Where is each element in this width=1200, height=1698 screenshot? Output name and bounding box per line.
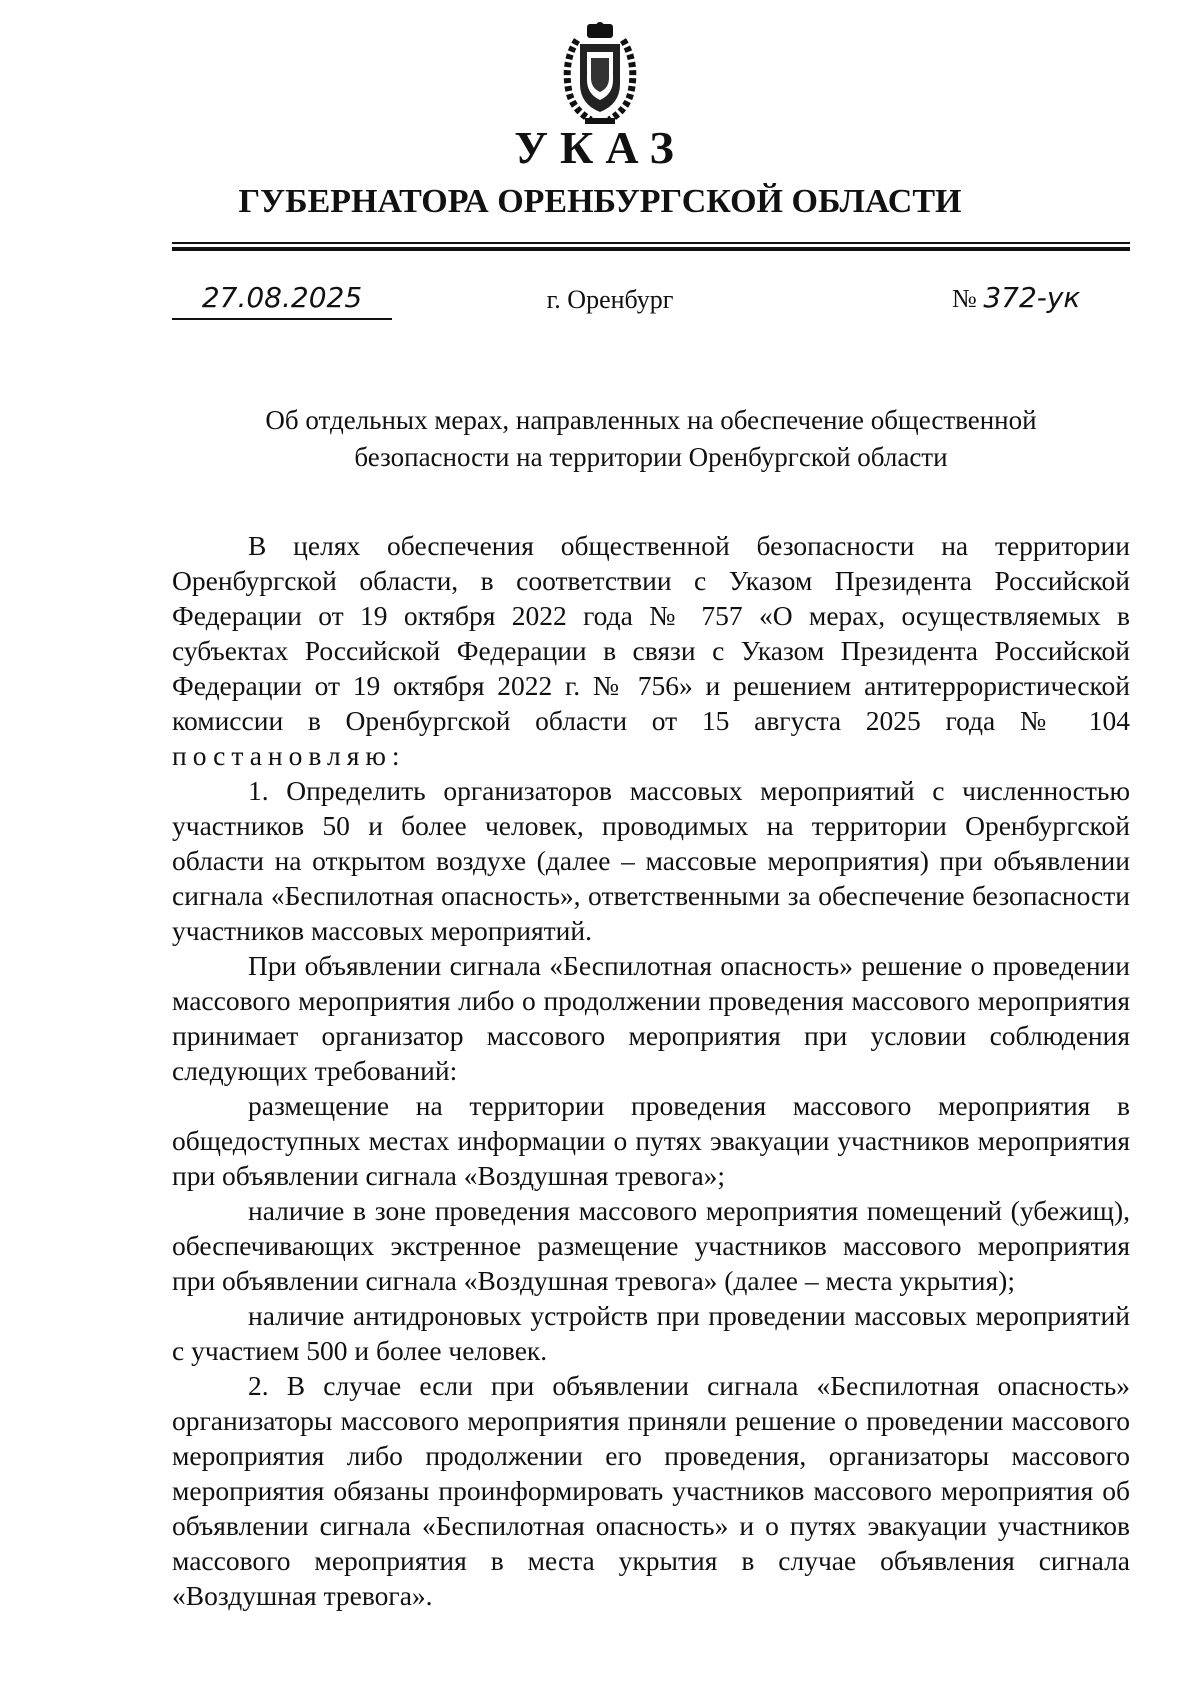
document-date: 27.08.2025 bbox=[172, 282, 392, 320]
header-divider-thin bbox=[172, 242, 1130, 244]
document-body bbox=[172, 528, 1130, 1613]
coat-of-arms-icon bbox=[557, 22, 643, 128]
paragraph-requirement-3: наличие антидроновых устройств при проведении массовых мероприятий с участием 500 и более человек. bbox=[172, 1300, 1130, 1366]
number-value: 372-ук bbox=[983, 281, 1081, 314]
preamble-emphasis: постановляю: bbox=[172, 740, 406, 771]
number-sign: № bbox=[952, 284, 977, 313]
preamble-text: В целях обеспечения общественной безопасности на территории Оренбургской области, в соответствии с Указом Президента Российской Федерации от 19 октября 2022 года № 757 «О мерах, осуществляемых в субъектах Российской Федерации в связи с Указом Президента Российской Федерации от 19 октября 2022 г. № 756» и решением антитеррористической комиссии в Оренбургской области от 15 августа 2025 года № 104 bbox=[172, 530, 1130, 736]
paragraph-requirement-2: наличие в зоне проведения массового мероприятия помещений (убежищ), обеспечивающих экстренное размещение участников массового мероприятия при объявлении сигнала «Воздушная тревога» (далее – места укрытия); bbox=[172, 1195, 1130, 1296]
document-title: УКАЗ bbox=[514, 122, 686, 173]
paragraph-preamble bbox=[172, 528, 1130, 773]
document-city: г. Оренбург bbox=[546, 285, 674, 314]
document-heading bbox=[172, 402, 1130, 476]
heading-line-2: безопасности на территории Оренбургской области bbox=[354, 442, 948, 472]
paragraph-conditions: При объявлении сигнала «Беспилотная опасность» решение о проведении массового мероприятия либо о продолжении проведения массового мероприятия принимает организатор массового мероприятия при условии соблюдения следующих требований: bbox=[172, 950, 1130, 1086]
document-number bbox=[952, 282, 1132, 315]
paragraph-item-1: 1. Определить организаторов массовых мероприятий с численностью участников 50 и более человек, проводимых на территории Оренбургской области на открытом воздухе (далее – массовые мероприятия) при объявлении сигнала «Беспилотная опасность», ответственными за обеспечение безопасности участников массовых мероприятий. bbox=[172, 775, 1130, 946]
header-divider-thick bbox=[172, 247, 1130, 251]
document-issuer: ГУБЕРНАТОРА ОРЕНБУРГСКОЙ ОБЛАСТИ bbox=[238, 183, 962, 220]
heading-line-1: Об отдельных мерах, направленных на обеспечение общественной bbox=[265, 405, 1037, 435]
paragraph-item-2: 2. В случае если при объявлении сигнала «Беспилотная опасность» организаторы массового мероприятия приняли решение о проведении массового мероприятия либо продолжении его проведения, организаторы массового мероприятия обязаны проинформировать участников массового мероприятия об объявлении сигнала «Беспилотная опасность» и о путях эвакуации участников массового мероприятия в места укрытия в случае объявления сигнала «Воздушная тревога». bbox=[172, 1370, 1130, 1611]
paragraph-requirement-1: размещение на территории проведения массового мероприятия в общедоступных местах информации о путях эвакуации участников мероприятия при объявлении сигнала «Воздушная тревога»; bbox=[172, 1090, 1130, 1191]
